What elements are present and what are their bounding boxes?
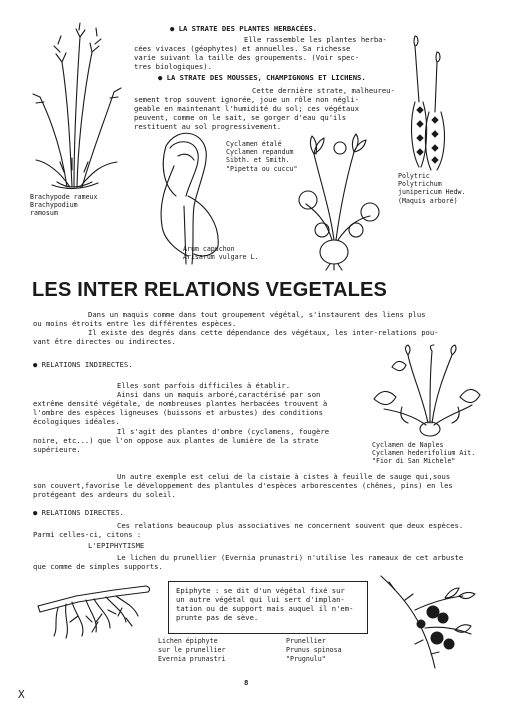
cyclamen-illustration [300, 130, 380, 270]
definition-line: tation ou de support mais auquel il n'em- [176, 604, 354, 613]
caption-arum-1: Arisarum vulgare L. [183, 253, 259, 261]
section-heading-herbacees: ● LA STRATE DES PLANTES HERBACÉES. [170, 24, 318, 33]
corner-mark: X [18, 688, 25, 701]
text-line: supérieure. [33, 445, 81, 454]
prunellier-illustration [375, 568, 485, 678]
intro-line: Dans un maquis comme dans tout groupement végétal, s'instaurent des liens plus [88, 310, 426, 319]
text-line: peuvent, comme on le sait, se gorger d'eau qu'ils [134, 113, 347, 122]
intro-line: ou moins étroits entre les différentes espèces. [33, 319, 237, 328]
caption-brachypode-1: Brachypodium [30, 201, 78, 209]
caption-brachypode-2: ramosum [30, 209, 58, 217]
text-line: Le lichen du prunellier (Evernia prunastri) n'utilise les rameaux de cet arbuste [117, 553, 464, 562]
text-line: Ces relations beaucoup plus associatives ne concernent souvent que deux espèces. [117, 521, 464, 530]
brachypode-illustration [22, 22, 132, 192]
text-line: noire, etc...) que l'on oppose aux plantes de lumière de la strate [33, 436, 319, 445]
caption-cyclamen-1: Cyclamen repandum [226, 148, 294, 156]
text-line: tres biologiques). [134, 62, 212, 71]
section-heading-mousses: ● LA STRATE DES MOUSSES, CHAMPIGNONS ET LICHENS. [158, 73, 366, 82]
caption-arum-0: Arum capuchon [183, 245, 235, 253]
caption-cyclamen-naples-2: "Fior di San Michele" [372, 457, 456, 465]
text-line: geable en maintenant l'humidité du sol; ces végétaux [134, 104, 360, 113]
definition-line: un autre végétal qui lui sert d'implan- [176, 595, 345, 604]
text-line: que comme de simples supports. [33, 562, 163, 571]
polytric-illustration [405, 32, 455, 172]
text-line: Elle rassemble les plantes herba- [244, 35, 387, 44]
text-line: sement trop souvent ignorée, joue un rôle non négli- [134, 95, 360, 104]
text-line: Elles sont parfois difficiles à établir. [117, 381, 291, 390]
intro-line: Il existe des degrés dans cette dépendance des végétaux, les inter-relations pou- [88, 328, 439, 337]
section-heading-indirectes: ● RELATIONS INDIRECTES. [33, 360, 133, 369]
cyclamen-naples-illustration [372, 345, 482, 440]
text-line: son couvert,favorise le développement des plantules d'espèces arborescentes (chênes, pins) en les [33, 481, 453, 490]
sub-heading-epiphytisme: L'EPIPHYTISME [88, 541, 145, 550]
text-line: extrême densité végétale, de nombreuses plantes herbacées trouvent à [33, 399, 328, 408]
caption-lichen-2: Evernia prunastri [158, 655, 226, 663]
caption-cyclamen-naples-0: Cyclamen de Naples [372, 441, 444, 449]
lichen-illustration [36, 572, 161, 644]
caption-cyclamen-naples-1: Cyclamen hederifolium Ait. [372, 449, 476, 457]
text-line: cées vivaces (géophytes) et annuelles. Sa richesse [134, 44, 351, 53]
caption-polytric-0: Polytric [398, 172, 430, 180]
caption-brachypode-0: Brachypode rameux [30, 193, 98, 201]
caption-cyclamen-2: Sibth. et Smith. [226, 156, 290, 164]
caption-cyclamen-0: Cyclamen étalé [226, 140, 282, 148]
caption-polytric-1: Polytrichum [398, 180, 442, 188]
caption-lichen-1: sur le prunellier [158, 646, 226, 654]
text-line: restituent au sol progressivement. [134, 122, 282, 131]
text-line: Il s'agit des plantes d'ombre (cyclamens, fougère [117, 427, 330, 436]
text-line: écologiques idéales. [33, 417, 120, 426]
text-line: Cette dernière strate, malheureu- [252, 86, 395, 95]
caption-prunellier-0: Prunellier [286, 637, 326, 645]
text-line: Ainsi dans un maquis arboré,caractérisé par son [117, 390, 321, 399]
caption-prunellier-2: "Prugnulu" [286, 655, 326, 663]
text-line: l'ombre des espèces ligneuses (buissons et arbustes) des conditions [33, 408, 323, 417]
text-line: varie suivant la taille des groupements. (Voir spec- [134, 53, 360, 62]
caption-cyclamen-3: "Pipetta ou cuccu" [226, 165, 298, 173]
text-line: Parmi celles-ci, citons : [33, 530, 142, 539]
section-heading-directes: ● RELATIONS DIRECTES. [33, 508, 124, 517]
definition-line: prunte pas de sève. [176, 613, 259, 622]
text-line: protégeant des ardeurs du soleil. [33, 490, 176, 499]
page-title: LES INTER RELATIONS VEGETALES [32, 279, 388, 301]
caption-lichen-0: Lichen épiphyte [158, 637, 218, 645]
intro-line: vant être directes ou indirectes. [33, 337, 176, 346]
text-line: Un autre exemple est celui de la cistaie à cistes à feuille de sauge qui,sous [117, 472, 451, 481]
caption-prunellier-1: Prunus spinosa [286, 646, 342, 654]
definition-line: Epiphyte : se dit d'un végétal fixé sur [176, 586, 345, 595]
page-number: 8 [244, 678, 249, 687]
caption-polytric-3: (Maquis arboré) [398, 197, 458, 205]
caption-polytric-2: junipericum Hedw. [398, 188, 466, 196]
